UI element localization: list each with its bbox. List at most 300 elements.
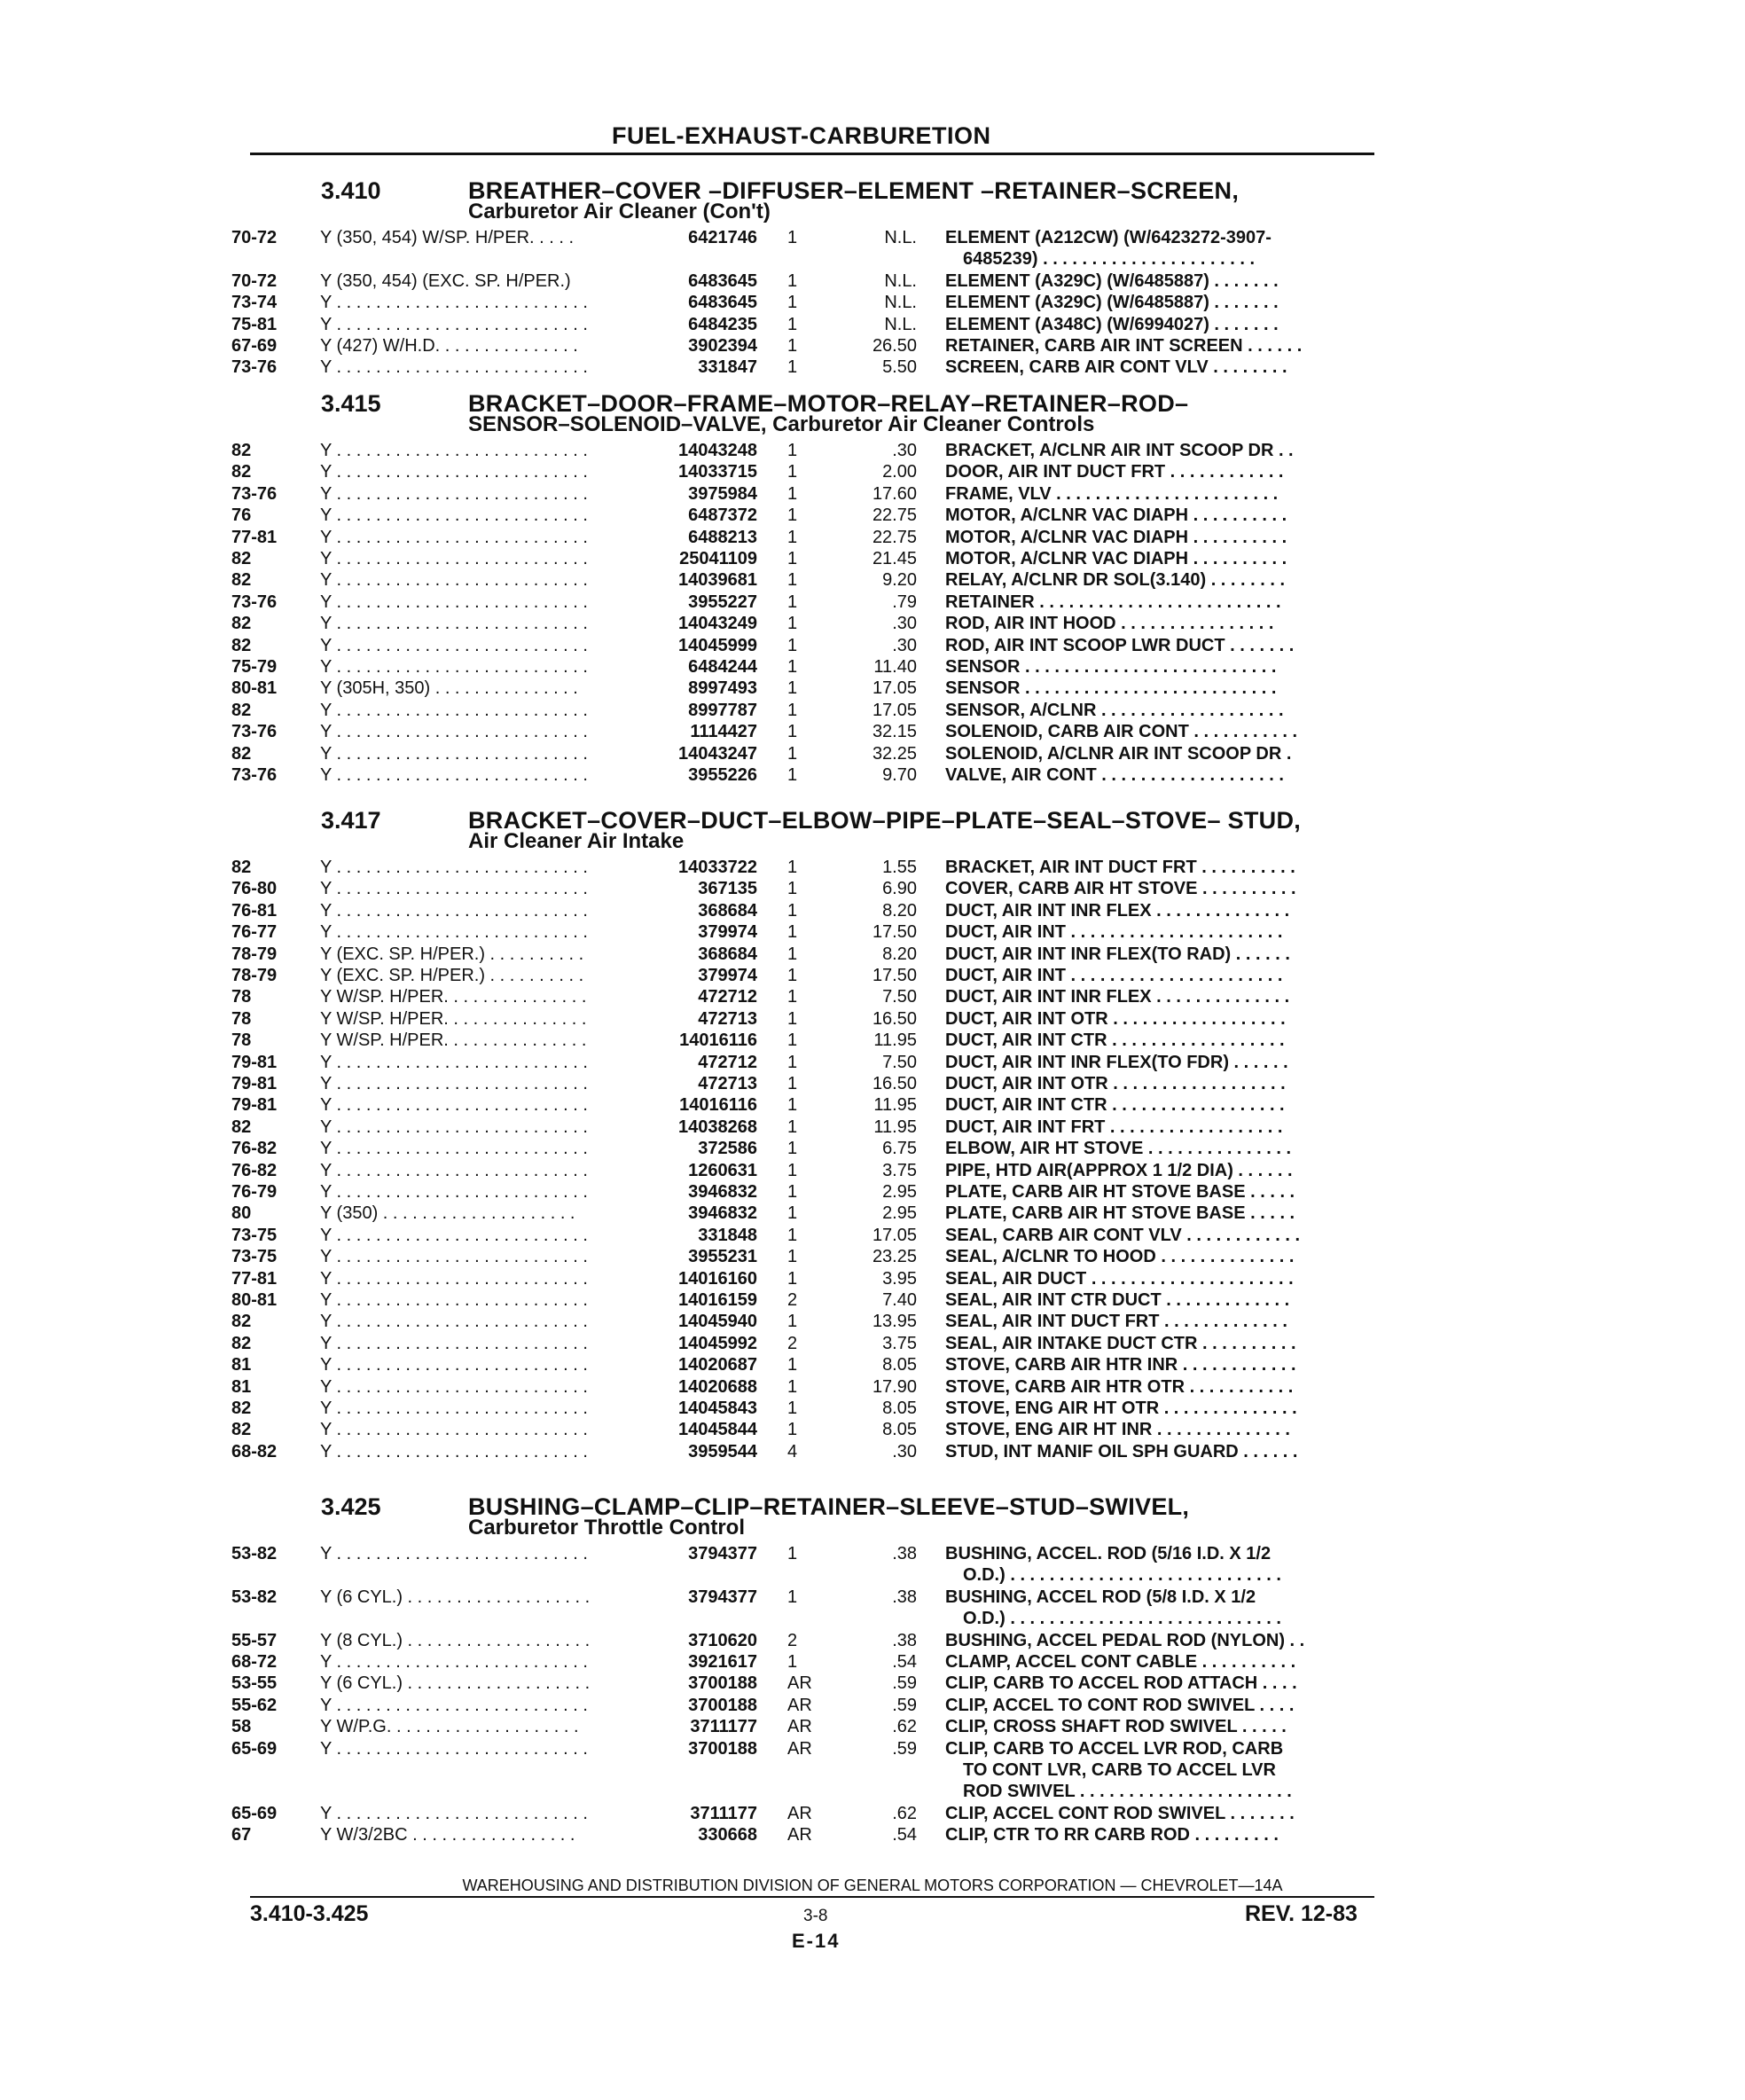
section-title: BRACKET–COVER–DUCT–ELBOW–PIPE–PLATE–SEAL–STOVE– STUD, [468,807,1302,834]
part-row [0,986,1745,1007]
model-years: 76-82 [231,1139,278,1159]
part-row [0,1030,1745,1051]
model-years: 73-76 [231,357,278,378]
quantity: 1 [787,462,798,482]
quantity: AR [787,1825,812,1845]
description: MOTOR, A/CLNR VAC DIAPH . . . . . . . . . . [945,527,1287,547]
price: .30 [892,635,917,655]
quantity: AR [787,1717,812,1737]
price: 9.20 [882,570,917,591]
part-number: 14038268 [678,1117,757,1137]
price: .54 [892,1652,917,1672]
description: ELEMENT (A329C) (W/6485887) . . . . . . . [945,270,1279,291]
application: Y W/SP. H/PER. . . . . . . . . . . . . . . [320,1008,587,1029]
description-continuation-text: 6485239) . . . . . . . . . . . . . . . . . . . . . . [963,249,1256,270]
part-number: 472712 [698,1052,757,1072]
description: STOVE, CARB AIR HTR OTR . . . . . . . . . . . [945,1376,1294,1397]
part-number: 3700188 [688,1673,757,1694]
quantity: 1 [787,1095,798,1116]
application: Y (EXC. SP. H/PER.) . . . . . . . . . . [320,944,584,964]
part-number: 3700188 [688,1695,757,1715]
footer-corporation [0,1877,1745,1895]
part-row [0,569,1745,591]
application: Y . . . . . . . . . . . . . . . . . . . . . . . . . . [320,1376,588,1397]
model-years: 79-81 [231,1095,278,1116]
description: ROD, AIR INT HOOD . . . . . . . . . . . . . . . . [945,614,1274,634]
application: Y (6 CYL.) . . . . . . . . . . . . . . . . . . . [320,1587,591,1607]
price: 17.05 [872,700,917,720]
model-years: 73-75 [231,1247,278,1267]
part-number: 3946832 [688,1182,757,1202]
part-row [0,548,1745,569]
quantity: 1 [787,700,798,720]
model-years: 75-81 [231,314,278,334]
description: COVER, CARB AIR HT STOVE . . . . . . . . . . [945,879,1296,899]
application: Y . . . . . . . . . . . . . . . . . . . . . . . . . . [320,1117,588,1137]
part-number: 3955226 [688,765,757,785]
quantity: 1 [787,1587,798,1607]
part-row [0,1441,1745,1462]
header-rule [250,153,1374,155]
model-years: 79-81 [231,1052,278,1072]
part-row [0,743,1745,764]
description: BUSHING, ACCEL PEDAL ROD (NYLON) . . [945,1630,1305,1650]
part-row [0,314,1745,335]
price: 5.50 [882,357,917,378]
quantity: 1 [787,336,798,356]
part-row [0,921,1745,943]
price: 8.05 [882,1399,917,1418]
part-row [0,944,1745,965]
model-years: 70-72 [231,270,278,291]
part-row [0,1543,1745,1564]
description-continuation [0,248,1745,270]
part-number: 368684 [698,944,757,964]
model-years: 82 [231,614,252,634]
application: Y (6 CYL.) . . . . . . . . . . . . . . . . . . . [320,1673,591,1694]
description: DUCT, AIR INT CTR . . . . . . . . . . . . . . . . . . [945,1030,1285,1051]
application: Y . . . . . . . . . . . . . . . . . . . . . . . . . . [320,592,588,612]
model-years: 68-82 [231,1441,278,1461]
description: CLAMP, ACCEL CONT CABLE . . . . . . . . . . [945,1652,1296,1672]
quantity: 1 [787,293,798,313]
model-years: 82 [231,700,252,720]
part-row [0,1651,1745,1673]
application: Y . . . . . . . . . . . . . . . . . . . . . . . . . . [320,357,588,378]
part-number: 6484235 [688,314,757,334]
part-row [0,1138,1745,1159]
price: N.L. [884,270,917,291]
description-continuation-text: ROD SWIVEL . . . . . . . . . . . . . . . . . . . . . . [963,1782,1292,1802]
application: Y (8 CYL.) . . . . . . . . . . . . . . . . . . . [320,1630,591,1650]
application: Y . . . . . . . . . . . . . . . . . . . . . . . . . . [320,1247,588,1267]
price: 22.75 [872,505,917,526]
application: Y . . . . . . . . . . . . . . . . . . . . . . . . . . [320,614,588,634]
application: Y . . . . . . . . . . . . . . . . . . . . . . . . . . [320,1355,588,1375]
quantity: 1 [787,858,798,877]
description: DUCT, AIR INT INR FLEX . . . . . . . . . . . . . . [945,900,1290,921]
part-number: 14016159 [678,1290,757,1310]
description: SENSOR, A/CLNR . . . . . . . . . . . . . . . . . . . [945,700,1284,720]
description: BUSHING, ACCEL ROD (5/8 I.D. X 1/2 [945,1587,1256,1607]
quantity: 1 [787,527,798,547]
quantity: 1 [787,944,798,964]
description: BRACKET, A/CLNR AIR INT SCOOP DR . . [945,441,1294,460]
section-number: 3.425 [321,1493,381,1520]
description: DUCT, AIR INT FRT . . . . . . . . . . . . . . . . . . [945,1117,1283,1137]
price: .30 [892,1441,917,1461]
quantity: AR [787,1673,812,1694]
price: N.L. [884,314,917,334]
part-number: 14020688 [678,1376,757,1397]
model-years: 73-76 [231,722,278,742]
application: Y . . . . . . . . . . . . . . . . . . . . . . . . . . [320,1225,588,1245]
section-title: BREATHER–COVER –DIFFUSER–ELEMENT –RETAINER–SCREEN, [468,177,1240,204]
model-years: 78 [231,1008,252,1029]
application: Y . . . . . . . . . . . . . . . . . . . . . . . . . . [320,505,588,526]
footer-revision: REV. 12-83 [1245,1901,1358,1926]
part-row [0,1117,1745,1138]
description: RETAINER . . . . . . . . . . . . . . . . . . . . . . . . . [945,592,1281,612]
section-title: BRACKET–DOOR–FRAME–MOTOR–RELAY–RETAINER–ROD– [468,390,1189,417]
description: PLATE, CARB AIR HT STOVE BASE . . . . . [945,1203,1295,1224]
application: Y . . . . . . . . . . . . . . . . . . . . . . . . . . [320,900,588,921]
footer-section-range: 3.410-3.425 [250,1901,369,1926]
application: Y . . . . . . . . . . . . . . . . . . . . . . . . . . [320,570,588,591]
model-years: 82 [231,1117,252,1137]
application: Y . . . . . . . . . . . . . . . . . . . . . . . . . . [320,922,588,943]
description: SENSOR . . . . . . . . . . . . . . . . . . . . . . . . . . [945,678,1277,699]
price: 7.40 [882,1290,917,1310]
part-number: 14045992 [678,1333,757,1353]
description-continuation [0,1759,1745,1781]
section-title: BUSHING–CLAMP–CLIP–RETAINER–SLEEVE–STUD–SWIVEL, [468,1493,1190,1520]
application: Y W/SP. H/PER. . . . . . . . . . . . . . . [320,987,587,1007]
model-years: 55-57 [231,1630,278,1650]
application: Y . . . . . . . . . . . . . . . . . . . . . . . . . . [320,1803,588,1823]
quantity: 1 [787,1008,798,1029]
quantity: 1 [787,483,798,504]
application: Y (EXC. SP. H/PER.) . . . . . . . . . . [320,966,584,985]
quantity: 2 [787,1290,798,1310]
description: ELEMENT (A212CW) (W/6423272-3907- [945,228,1272,247]
model-years: 73-76 [231,483,278,504]
description: DUCT, AIR INT . . . . . . . . . . . . . . . . . . . . . . [945,966,1283,985]
part-number: 330668 [698,1825,757,1845]
description: MOTOR, A/CLNR VAC DIAPH . . . . . . . . . . [945,505,1287,526]
description: STOVE, ENG AIR HT INR . . . . . . . . . . . . . . [945,1420,1290,1440]
model-years: 78 [231,1030,252,1051]
model-years: 76-80 [231,879,278,899]
description: CLIP, CROSS SHAFT ROD SWIVEL . . . . . [945,1717,1287,1737]
quantity: 1 [787,1052,798,1072]
model-years: 81 [231,1355,252,1375]
model-years: 67 [231,1825,252,1845]
model-years: 82 [231,635,252,655]
price: .38 [892,1544,917,1563]
price: 7.50 [882,987,917,1007]
application: Y . . . . . . . . . . . . . . . . . . . . . . . . . . [320,1399,588,1418]
quantity: 1 [787,314,798,334]
part-number: 1260631 [688,1160,757,1180]
description: SEAL, AIR INT CTR DUCT . . . . . . . . . . . . . [945,1290,1290,1310]
model-years: 65-69 [231,1738,278,1759]
footer-corporation-text: WAREHOUSING AND DISTRIBUTION DIVISION OF GENERAL MOTORS CORPORATION — CHEVROLET—14A [457,1877,1287,1894]
quantity: 1 [787,722,798,742]
part-row [0,1695,1745,1716]
part-row [0,1225,1745,1246]
part-row [0,1333,1745,1354]
quantity: AR [787,1803,812,1823]
model-years: 73-76 [231,592,278,612]
application: Y . . . . . . . . . . . . . . . . . . . . . . . . . . [320,1738,588,1759]
part-row [0,592,1745,613]
description: SCREEN, CARB AIR CONT VLV . . . . . . . . [945,357,1287,378]
part-number: 14045843 [678,1399,757,1418]
page-header-title: FUEL-EXHAUST-CARBURETION [612,122,991,149]
quantity: 1 [787,1030,798,1051]
section-number: 3.415 [321,390,381,417]
quantity: 1 [787,592,798,612]
application: Y W/SP. H/PER. . . . . . . . . . . . . . . [320,1030,587,1051]
model-years: 78 [231,987,252,1007]
description: PLATE, CARB AIR HT STOVE BASE . . . . . [945,1182,1295,1202]
part-row [0,357,1745,378]
model-years: 80 [231,1203,252,1224]
part-number: 1114427 [690,722,757,742]
part-row [0,1376,1745,1398]
model-years: 82 [231,858,252,877]
application: Y . . . . . . . . . . . . . . . . . . . . . . . . . . [320,635,588,655]
quantity: 1 [787,1376,798,1397]
quantity: 1 [787,765,798,785]
part-number: 379974 [698,922,757,943]
model-years: 58 [231,1717,252,1737]
part-row [0,1268,1745,1289]
quantity: 1 [787,1160,798,1180]
price: 17.05 [872,1225,917,1245]
price: 6.90 [882,879,917,899]
description-continuation [0,1781,1745,1802]
quantity: 1 [787,228,798,247]
part-row [0,1289,1745,1311]
price: .38 [892,1587,917,1607]
application: Y . . . . . . . . . . . . . . . . . . . . . . . . . . [320,549,588,568]
description: DOOR, AIR INT DUCT FRT . . . . . . . . . . . . [945,462,1284,482]
description: PIPE, HTD AIR(APPROX 1 1/2 DIA) . . . . . . [945,1160,1293,1180]
description: DUCT, AIR INT INR FLEX(TO RAD) . . . . . . [945,944,1290,964]
price: 11.95 [873,1117,917,1137]
application: Y (305H, 350) . . . . . . . . . . . . . . . [320,678,578,699]
quantity: 1 [787,922,798,943]
description: RELAY, A/CLNR DR SOL(3.140) . . . . . . . . [945,570,1286,591]
price: 13.95 [872,1312,917,1332]
price: 2.95 [882,1182,917,1202]
section-number: 3.410 [321,177,381,204]
part-number: 25041109 [679,549,757,568]
price: .38 [892,1630,917,1650]
quantity: 1 [787,743,798,764]
model-years: 76-79 [231,1182,278,1202]
part-row [0,700,1745,721]
description-continuation [0,1564,1745,1586]
quantity: 1 [787,1312,798,1332]
price: 16.50 [872,1074,917,1093]
quantity: 1 [787,1355,798,1375]
part-number: 3959544 [688,1441,757,1461]
description: SEAL, AIR INTAKE DUCT CTR . . . . . . . . . . [945,1333,1296,1353]
part-number: 3955231 [688,1247,757,1267]
part-row [0,1008,1745,1030]
model-years: 65-69 [231,1803,278,1823]
quantity: 1 [787,441,798,460]
price: 17.05 [872,678,917,699]
description: RETAINER, CARB AIR INT SCREEN . . . . . . [945,336,1303,356]
part-number: 6483645 [688,270,757,291]
part-number: 14033722 [678,858,757,877]
part-row [0,900,1745,921]
description: CLIP, CTR TO RR CARB ROD . . . . . . . . . [945,1825,1279,1845]
model-years: 70-72 [231,228,278,247]
price: 16.50 [872,1008,917,1029]
application: Y . . . . . . . . . . . . . . . . . . . . . . . . . . [320,858,588,877]
model-years: 68-72 [231,1652,278,1672]
description: DUCT, AIR INT OTR . . . . . . . . . . . . . . . . . . [945,1008,1286,1029]
model-years: 53-82 [231,1587,278,1607]
part-row [0,878,1745,899]
description: ELBOW, AIR HT STOVE . . . . . . . . . . . . . . . [945,1139,1292,1159]
quantity: 1 [787,1268,798,1289]
part-row [0,483,1745,505]
quantity: 1 [787,1399,798,1418]
model-years: 78-79 [231,944,278,964]
part-number: 3975984 [688,483,757,504]
quantity: 1 [787,1203,798,1224]
part-number: 331848 [698,1225,757,1245]
model-years: 53-82 [231,1544,278,1563]
price: 3.95 [882,1268,917,1289]
quantity: 1 [787,1139,798,1159]
part-row [0,1824,1745,1845]
quantity: 1 [787,1247,798,1267]
quantity: 1 [787,1074,798,1093]
model-years: 77-81 [231,527,278,547]
description: STOVE, ENG AIR HT OTR . . . . . . . . . . . . . . [945,1399,1297,1418]
price: .59 [892,1738,917,1759]
part-row [0,1398,1745,1419]
part-number: 14043248 [678,441,757,460]
description: ROD, AIR INT SCOOP LWR DUCT . . . . . . . [945,635,1295,655]
description: SEAL, AIR INT DUCT FRT . . . . . . . . . . . . . [945,1312,1287,1332]
part-row [0,656,1745,678]
quantity: 1 [787,879,798,899]
description: CLIP, ACCEL CONT ROD SWIVEL . . . . . . . [945,1803,1295,1823]
quantity: 1 [787,357,798,378]
part-row [0,440,1745,461]
application: Y . . . . . . . . . . . . . . . . . . . . . . . . . . [320,1052,588,1072]
quantity: 1 [787,505,798,526]
application: Y . . . . . . . . . . . . . . . . . . . . . . . . . . [320,527,588,547]
description: SEAL, AIR DUCT . . . . . . . . . . . . . . . . . . . . . [945,1268,1294,1289]
part-number: 3955227 [688,592,757,612]
part-number: 6483645 [688,293,757,313]
description-continuation-text: TO CONT LVR, CARB TO ACCEL LVR [963,1760,1276,1780]
description-continuation-text: O.D.) . . . . . . . . . . . . . . . . . . . . . . . . . . . . [963,1609,1281,1629]
part-number: 6488213 [688,527,757,547]
part-row [0,527,1745,548]
quantity: 1 [787,1225,798,1245]
application: Y . . . . . . . . . . . . . . . . . . . . . . . . . . [320,1695,588,1715]
price: .62 [892,1717,917,1737]
model-years: 82 [231,1399,252,1418]
price: .30 [892,441,917,460]
price: 7.50 [882,1052,917,1072]
model-years: 76 [231,505,252,526]
application: Y . . . . . . . . . . . . . . . . . . . . . . . . . . [320,1312,588,1332]
model-years: 73-74 [231,293,278,313]
model-years: 80-81 [231,678,278,699]
price: 8.05 [882,1355,917,1375]
part-number: 14043247 [678,743,757,764]
application: Y . . . . . . . . . . . . . . . . . . . . . . . . . . [320,1160,588,1180]
model-years: 82 [231,1333,252,1353]
quantity: 2 [787,1333,798,1353]
part-row [0,1803,1745,1824]
application: Y (350, 454) W/SP. H/PER. . . . . [320,228,575,247]
model-years: 53-55 [231,1673,278,1694]
part-number: 331847 [698,357,757,378]
part-number: 472712 [698,987,757,1007]
model-years: 81 [231,1376,252,1397]
application: Y . . . . . . . . . . . . . . . . . . . . . . . . . . [320,879,588,899]
quantity: 4 [787,1441,798,1461]
part-row [0,1738,1745,1759]
model-years: 76-77 [231,922,278,943]
part-number: 372586 [698,1139,757,1159]
model-years: 77-81 [231,1268,278,1289]
application: Y . . . . . . . . . . . . . . . . . . . . . . . . . . [320,1268,588,1289]
quantity: 1 [787,1117,798,1137]
quantity: 1 [787,270,798,291]
description-continuation [0,1608,1745,1629]
part-row [0,1587,1745,1608]
part-number: 472713 [698,1008,757,1029]
price: 3.75 [882,1333,917,1353]
price: 3.75 [882,1160,917,1180]
part-number: 14045999 [678,635,757,655]
application: Y . . . . . . . . . . . . . . . . . . . . . . . . . . [320,314,588,334]
model-years: 73-75 [231,1225,278,1245]
application: Y W/P.G. . . . . . . . . . . . . . . . . . . . [320,1717,579,1737]
part-number: 14033715 [678,462,757,482]
application: Y . . . . . . . . . . . . . . . . . . . . . . . . . . [320,1290,588,1310]
application: Y (350) . . . . . . . . . . . . . . . . . . . . [320,1203,575,1224]
price: 8.20 [882,944,917,964]
part-number: 14016160 [678,1268,757,1289]
application: Y . . . . . . . . . . . . . . . . . . . . . . . . . . [320,657,588,677]
quantity: 1 [787,1544,798,1563]
application: Y . . . . . . . . . . . . . . . . . . . . . . . . . . [320,293,588,313]
price: N.L. [884,293,917,313]
application: Y . . . . . . . . . . . . . . . . . . . . . . . . . . [320,743,588,764]
price: 22.75 [872,527,917,547]
quantity: 1 [787,614,798,634]
part-number: 3700188 [688,1738,757,1759]
part-number: 6421746 [688,228,757,247]
part-number: 3946832 [688,1203,757,1224]
part-number: 367135 [698,879,757,899]
part-number: 14043249 [678,614,757,634]
